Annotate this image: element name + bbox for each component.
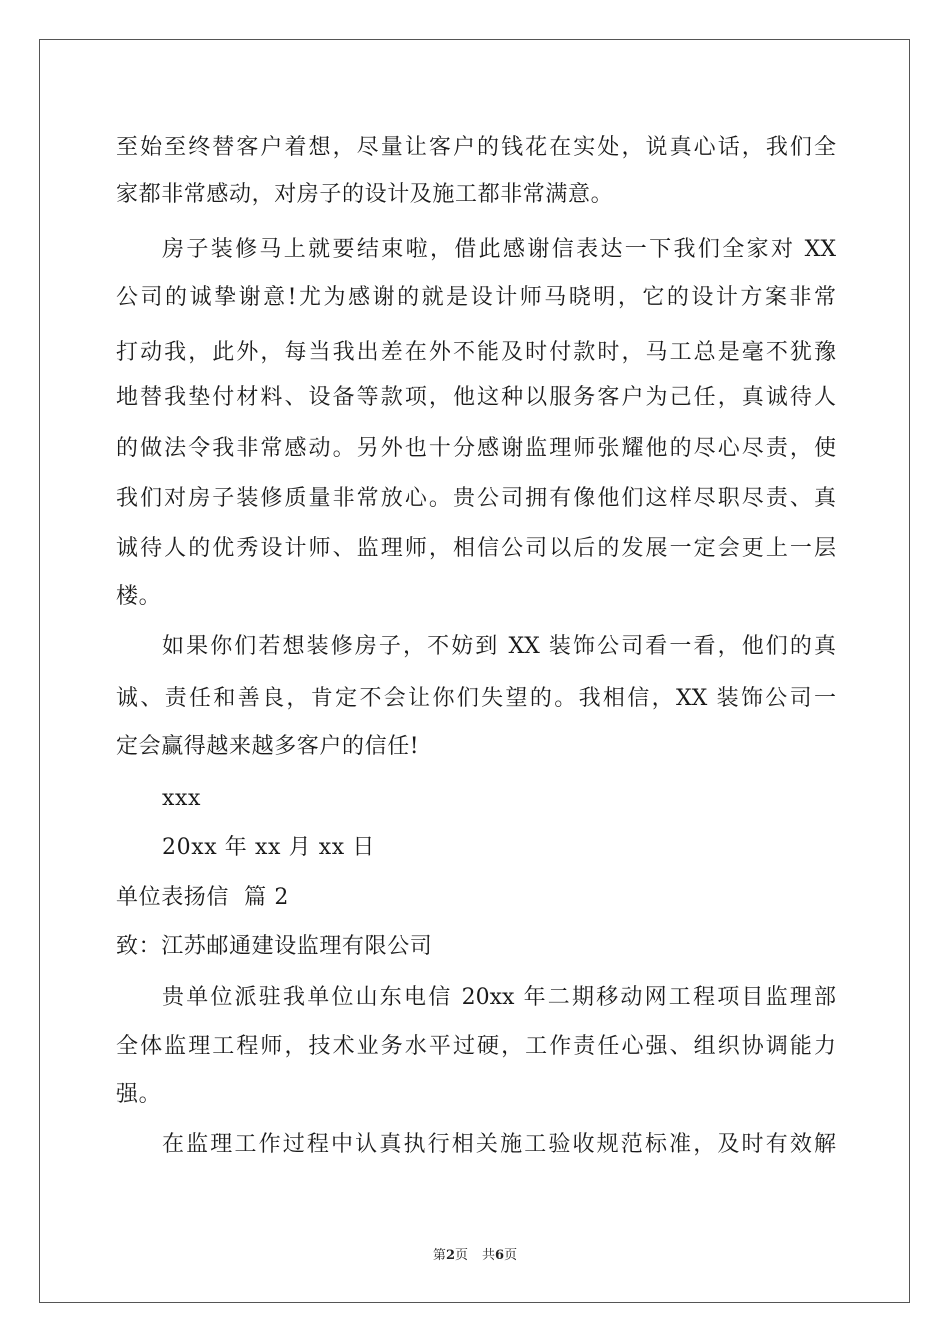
page-footer — [0, 1247, 950, 1265]
text-line: 打动我，此外，每当我出差在外不能及时付款时，马工总是毫不犹豫 — [116, 340, 836, 365]
page-prefix: 第 — [432, 1248, 446, 1263]
signature-date: 20xx 年 xx 月 xx 日 — [162, 835, 376, 860]
signature-name: xxx — [162, 786, 202, 811]
total-prefix: 共 — [482, 1248, 496, 1263]
text-line: 贵单位派驻我单位山东电信 20xx 年二期移动网工程项目监理部 — [162, 985, 836, 1010]
text-line: 诚待人的优秀设计师、监理师，相信公司以后的发展一定会更上一层 — [116, 536, 836, 561]
text-line: 强。 — [116, 1082, 162, 1107]
text-line: 定会赢得越来越多客户的信任! — [116, 734, 420, 759]
text-line: 在监理工作过程中认真执行相关施工验收规范标准，及时有效解 — [162, 1132, 836, 1157]
page-number: 2 — [445, 1248, 455, 1263]
addressee-line: 致：江苏邮通建设监理有限公司 — [116, 934, 433, 959]
text-line: 楼。 — [116, 584, 162, 609]
section-title: 单位表扬信 篇 2 — [116, 885, 289, 910]
total-pages: 6 — [495, 1248, 505, 1263]
text-line: 地替我垫付材料、设备等款项，他这种以服务客户为己任，真诚待人 — [116, 385, 836, 410]
page-suffix: 页 — [454, 1248, 468, 1263]
text-line: 房子装修马上就要结束啦，借此感谢信表达一下我们全家对 XX — [162, 237, 836, 262]
text-line: 至始至终替客户着想，尽量让客户的钱花在实处，说真心话，我们全 — [116, 135, 836, 160]
total-suffix: 页 — [504, 1248, 518, 1263]
text-line: 诚、责任和善良，肯定不会让你们失望的。我相信，XX 装饰公司一 — [116, 686, 836, 711]
text-line: 全体监理工程师，技术业务水平过硬，工作责任心强、组织协调能力 — [116, 1034, 836, 1059]
text-line: 如果你们若想装修房子，不妨到 XX 装饰公司看一看，他们的真 — [162, 634, 837, 659]
text-line: 的做法令我非常感动。另外也十分感谢监理师张耀他的尽心尽责，使 — [116, 436, 836, 461]
page-frame — [39, 39, 910, 1303]
text-line: 家都非常感动，对房子的设计及施工都非常满意。 — [116, 182, 614, 207]
text-line: 公司的诚挚谢意!尤为感谢的就是设计师马晓明，它的设计方案非常 — [116, 285, 836, 310]
text-line: 我们对房子装修质量非常放心。贵公司拥有像他们这样尽职尽责、真 — [116, 486, 836, 511]
